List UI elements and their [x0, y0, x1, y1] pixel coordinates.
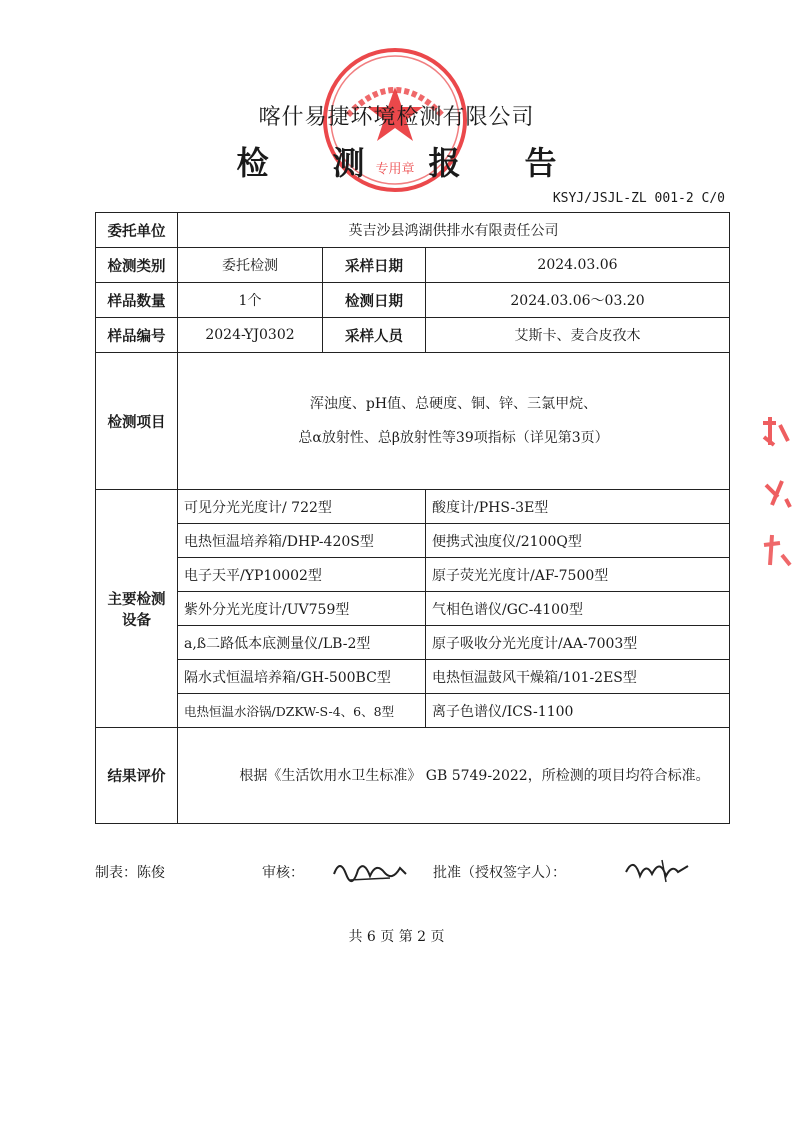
- equipment-cell: 电热恒温鼓风干燥箱/101-2ES型: [426, 660, 730, 694]
- sample-qty-value: 1个: [178, 283, 323, 318]
- sampling-date-value: 2024.03.06: [426, 248, 730, 283]
- equipment-cell: 可见分光光度计/ 722型: [178, 490, 426, 524]
- table-row: [96, 283, 730, 318]
- client-value: 英吉沙县鸿湖供排水有限责任公司: [178, 213, 730, 248]
- equipment-cell: 紫外分光光度计/UV759型: [178, 592, 426, 626]
- test-date-value: 2024.03.06～03.20: [426, 283, 730, 318]
- equipment-cell: 便携式浊度仪/2100Q型: [426, 524, 730, 558]
- test-date-label: 检测日期: [323, 283, 426, 318]
- svg-text:专用章: 专用章: [375, 162, 415, 177]
- company-name: 喀什易捷环境检测有限公司: [258, 105, 535, 130]
- equipment-row: [96, 524, 730, 558]
- title-char: 报: [428, 144, 461, 182]
- test-type-value: 委托检测: [178, 248, 323, 283]
- equipment-cell: 隔水式恒温培养箱/GH-500BC型: [178, 660, 426, 694]
- approver-signature: [622, 852, 692, 886]
- test-items-label: 检测项目: [96, 353, 178, 490]
- table-row: [96, 318, 730, 353]
- equipment-cell: 电子天平/YP10002型: [178, 558, 426, 592]
- table-row: [96, 213, 730, 248]
- sampler-label: 采样人员: [323, 318, 426, 353]
- equipment-cell: a,ß二路低本底测量仪/LB-2型: [178, 626, 426, 660]
- equipment-row: [96, 592, 730, 626]
- title-char: 告: [524, 144, 557, 182]
- client-label: 委托单位: [96, 213, 178, 248]
- evaluation-label: 结果评价: [96, 728, 178, 824]
- equipment-label: [96, 490, 178, 728]
- equipment-row: [96, 694, 730, 728]
- title-char: 检: [236, 144, 269, 182]
- sampling-date-label: 采样日期: [323, 248, 426, 283]
- reviewed-by: 审核：: [262, 865, 304, 881]
- document-code: KSYJ/JSJL-ZL 001-2 C/0: [552, 191, 725, 206]
- test-items-line: 总α放射性、总β放射性等39项指标（详见第3页）: [298, 430, 609, 446]
- equipment-row: [96, 558, 730, 592]
- test-items-value: [178, 353, 730, 490]
- equipment-row: [96, 626, 730, 660]
- sample-qty-label: 样品数量: [96, 283, 178, 318]
- test-type-label: 检测类别: [96, 248, 178, 283]
- reviewer-signature: [330, 852, 410, 886]
- equipment-cell: 气相色谱仪/GC-4100型: [426, 592, 730, 626]
- test-items-line: 浑浊度、pH值、总硬度、铜、锌、三氯甲烷、: [309, 396, 598, 412]
- prepared-by: 制表：陈俊: [95, 865, 165, 881]
- equipment-cell: 电热恒温水浴锅/DZKW-S-4、6、8型: [178, 694, 426, 728]
- approved-by: 批准（授权签字人）：: [433, 865, 566, 881]
- sampler-value: 艾斯卡、麦合皮孜木: [426, 318, 730, 353]
- side-seal-marks: [758, 415, 793, 585]
- equipment-cell: 电热恒温培养箱/DHP-420S型: [178, 524, 426, 558]
- page-indicator: 共 6 页 第 2 页: [348, 929, 445, 945]
- equipment-label-line: 设备: [122, 612, 151, 629]
- sample-no-label: 样品编号: [96, 318, 178, 353]
- document-title: [0, 138, 793, 184]
- equipment-cell: 原子荧光光度计/AF-7500型: [426, 558, 730, 592]
- sample-no-value: 2024-YJ0302: [178, 318, 323, 353]
- equipment-cell: 离子色谱仪/ICS-1100: [426, 694, 730, 728]
- equipment-cell: 酸度计/PHS-3E型: [426, 490, 730, 524]
- table-row: [96, 728, 730, 824]
- evaluation-sentence: 根据《生活饮用水卫生标准》 GB 5749-2022，所检测的项目均符合标准。: [239, 767, 710, 784]
- equipment-cell: 原子吸收分光光度计/AA-7003型: [426, 626, 730, 660]
- evaluation-text: [178, 728, 730, 824]
- report-table: [95, 212, 730, 824]
- table-row: [96, 353, 730, 490]
- title-char: 测: [332, 144, 365, 182]
- equipment-label-line: 主要检测: [107, 591, 166, 608]
- equipment-row: [96, 660, 730, 694]
- equipment-row: [96, 490, 730, 524]
- table-row: [96, 248, 730, 283]
